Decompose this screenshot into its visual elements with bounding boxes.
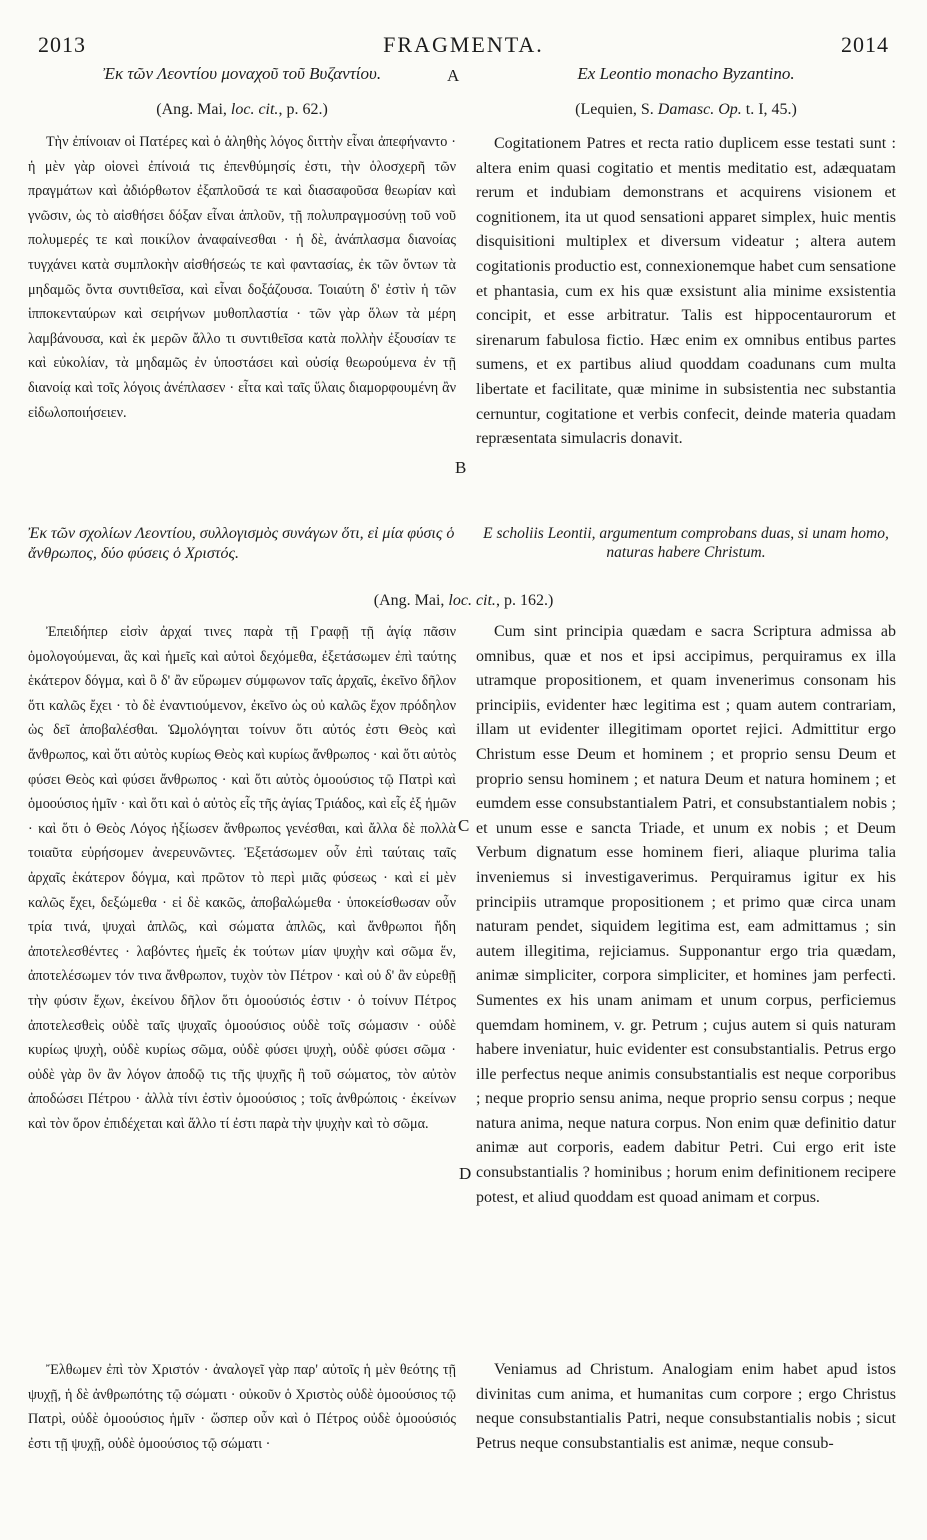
margin-letter-c: C bbox=[458, 816, 470, 835]
greek-paragraph-christ: Ἔλθωμεν ἐπὶ τὸν Χριστόν · ἀναλογεῖ γὰρ παρ' αὐτοῖς ἡ μὲν θεότης τῇ ψυχῇ, ἡ δὲ ἀνθρωπότης τῷ σώματι · οὐκοῦν ὁ Χριστὸς οὐδὲ ὁμοούσιος τῷ Πατρὶ, οὐδὲ ὁμοούσιος ἡμῖν · ὥσπερ οὖν καὶ ὁ Πέτρος οὐδὲ ὁμοούσιός ἐστι τῇ ψυχῇ, οὐδὲ ὁμοούσιος τῷ σώματι · bbox=[28, 1362, 456, 1452]
scholia-source-reference bbox=[0, 592, 927, 610]
source-loc: loc. cit. bbox=[230, 101, 279, 118]
latin-source-reference bbox=[476, 100, 896, 120]
source-author: (Lequien, S. bbox=[575, 101, 658, 118]
greek-paragraph-argument: Ἐπειδήπερ εἰσὶν ἀρχαί τινες παρὰ τῇ Γραφῇ τῇ ἁγίᾳ πᾶσιν ὁμολογούμεναι, ἃς καὶ ἡμεῖς καὶ αὐτοὶ δεχόμεθα, ἐξετάσωμεν ἐπὶ ταύτης ἑκάτερον δόγμα, καὶ ὃ δ' ἂν εὕρωμεν σύμφωνον ταῖς ἀρχαῖς, ἐκεῖνο δῆλον ὅτι καλῶς ἔχει · τὸ δὲ ἐναντιούμενον, ἐκεῖνο ὡς οὐ καλῶς ἔχον πρόδηλον ὡς δεῖ ἀποβαλέσθαι. Ὡμολόγηται τοίνυν ὅτι αὐτός ἐστι Θεὸς καὶ ἄνθρωπος, καὶ ὅτι αὐτὸς κυρίως Θεὸς καὶ κυρίως ἄνθρωπος · καὶ ὅτι αὐτὸς φύσει Θεὸς καὶ φύσει ἄνθρωπος · καὶ ὅτι αὐτὸς ὁμοούσιος τῷ Πατρὶ καὶ ὁμοούσιος ἡμῖν · καὶ ὅτι καὶ ὁ αὐτὸς εἷς τῆς ἁγίας Τριάδος, καὶ εἷς ἐξ ἡμῶν · καὶ ὅτι ὁ Θεὸς Λόγος ἠξίωσεν ἄνθρωπος γενέσθαι, καὶ ἄλλα δὲ πολλὰ τοιαῦτα εὑρήσομεν ἀνερευνῶντες. Ἐξετάσωμεν οὖν ἐπὶ ταύταις ταῖς ἀρχαῖς ἑκάτερον δόγμα, καὶ πρῶτον τὸ περὶ μιᾶς φύσεως · καὶ εἰ μὲν καλῶς ἔχει, δεξώμεθα · εἰ δὲ κακῶς, ἀποβαλώμεθα · ὑποκείσθωσαν οὖν τρία τινά, ψυχαὶ ἁπλῶς, καὶ σώματα ἁπλῶς, καὶ ἄνθρωποι ἤδη ἀποτελεσθέντες · λαβόντες ἡμεῖς ἐκ τούτων μίαν ψυχὴν καὶ σῶμα ἕν, ἀποτελέσωμεν τόν τινα ἄνθρωπον, τυχὸν τὸν Πέτρον · καὶ οὐ δ' ἂν εὑρεθῇ τὴν φύσιν ἔχων, ἐκείνου δῆλον ὅτι ὁμοούσιός ἐστιν · ὁ τοίνυν Πέτρος ἀποτελεσθεὶς οὐδὲ ταῖς ψυχαῖς ὁμοούσιος οὐδὲ τοῖς σώμασιν · οὐδὲ κυρίως ψυχὴ, οὐδὲ κυρίως σῶμα, οὐδὲ φύσει ψυχὴ, οὐδὲ φύσει σῶμα · οὐδὲ γὰρ ὃν ἂν λόγον ἀποδῷ τις τῆς ψυχῆς ἢ τοῦ σώματος, τὸν αὐτὸν ἀποδώσει Πέτρου · ἀλλὰ τίνι ἐστὶν ὁμοούσιος ; τοῖς ἀνθρώποις · ἐκείνων καὶ τὸν ὅρον ἐπιδέχεται καὶ ἄλλο τί ἐστι παρὰ τὴν ψυχὴν καὶ τὸ σῶμα. bbox=[28, 624, 456, 1132]
latin-section-title: Ex Leontio monacho Byzantino. bbox=[577, 64, 795, 83]
source-author: (Ang. Mai, bbox=[156, 101, 231, 118]
latin-paragraph-christ: Veniamus ad Christum. Analogiam enim habet apud istos divinitas cum anima, et humanitas cum corpore ; ergo Christus neque consubstantialis Patri, neque consubstantialis nobis ; sicut Petrus neque consubstantialis est animæ, neque consub- bbox=[476, 1361, 896, 1452]
source-author: (Ang. Mai, bbox=[373, 592, 449, 609]
source-volume: t. I, 45.) bbox=[741, 101, 797, 118]
greek-paragraph-cogitatio: Τὴν ἐπίνοιαν οἱ Πατέρες καὶ ὁ ἀληθὴς λόγος διττὴν εἶναι ἀπεφήναντο · ἡ μὲν γὰρ οἱονεὶ ἐπίνοιά τις ἐπενθύμησίς ἐστι, τὴν ὁλοσχερῆ τῶν πραγμάτων καὶ ἀδιόρθωτον ἐξαπλοῦσά τε καὶ διασαφοῦσα θεωρίαν καὶ γνῶσιν, ὡς τὸ αἰσθήσει δόξαν εἶναι ἁπλοῦν, τῇ πολυπραγμοσύνῃ τοῦ νοῦ πολυμερές τε καὶ ποικίλον ἀναφαίνεσθαι · ἡ δὲ, ἀνάπλασμα διανοίας τυγχάνει κατὰ συμπλοκὴν αἰσθήσεώς τε καὶ φαντασίας, ἐκ τῶν ὄντων τὰ μηδαμῶς ὄντα συντιθεῖσα, καὶ εἶναι δοξάζουσα. Τοιαύτη δ' ἐστὶν ἡ τῶν ἱπποκενταύρων καὶ σειρήνων μυθοπλαστία · τῶν γὰρ ὅλων τὰ μέρη λαμβάνουσα, καὶ ἐκ μερῶν ἄλλο τι συντιθεῖσα κατὰ πολλὴν ἐξουσίαν τε καὶ εὐκολίαν, τὰ μηδαμῶς ἐν ὑποστάσει καὶ οὐσίᾳ θεωρούμενα ἐν τῇ διανοίᾳ καὶ τοῖς λόγοις ἀνέπλασεν · εἶτα καὶ ταῖς ὕλαις διαμορφουμένη ἂν εἰδωλοποιήσειεν. bbox=[28, 134, 456, 421]
source-page: , p. 162.) bbox=[495, 592, 554, 609]
greek-section-title: Ἐκ τῶν Λεοντίου μοναχοῦ τοῦ Βυζαντίου. bbox=[102, 64, 382, 83]
source-loc: loc. cit. bbox=[448, 592, 496, 609]
margin-letter-d: D bbox=[459, 1164, 472, 1183]
latin-paragraph-argument: Cum sint principia quædam e sacra Scriptura admissa ab omnibus, quæ et nos et ipsi accipimus, perquiramus ex illa utramque propositionem, et quam invenerimus consonam his principiis, evidenter hæc legitima est ; quam autem contrariam, illam ut evidenter illegitimam oportet rejici. Admittitur ergo Christum esse Deum et hominem ; et proprio sensu Deum et proprio sensu hominem ; et natura Deum et natura hominem ; et eumdem esse consubstantialem Patri, et consubstantialem nobis ; et unum esse e sancta Triade, et unum ex nobis ; et Deum Verbum dignatum esse hominem fieri, aliaque plurima talia inveniemus si investigaverimus. Perquiramus igitur ex his principiis utramque propositionem ; et primo quæ circa unam naturam pendet, siquidem legitima est, eam admittamus ; sin autem illegitima, rejiciamus. Supponantur ergo tria quædam, animæ simpliciter, corpora simpliciter, et homines jam perfecti. Sumentes ex his unam animam et unum corpus, perficiemus quemdam hominem, v. gr. Petrum ; cujus autem si quis naturam habere inveniatur, huic evidenter est consubstantialis. Petrus ergo ille perfectus neque animis consubstantialis est neque corporibus ; neque proprio sensu anima, neque proprio sensu corpus ; neque natura anima, neque natura corpus. Non enim quæ definitio datur animæ aut corporis, eadem dabitur Petri. Cui ergo erit iste consubstantialis ? hominibus ; horum enim definitionem recipere potest, et aliud quoddam est quoad animam et corpus. bbox=[476, 623, 896, 1206]
source-page: , p. 62.) bbox=[278, 101, 328, 118]
running-title: FRAGMENTA. bbox=[383, 32, 544, 57]
margin-letter-b: B bbox=[455, 458, 467, 477]
source-work: Damasc. Op. bbox=[657, 101, 742, 118]
greek-source-reference bbox=[28, 100, 456, 120]
greek-scholia-title: Ἐκ τῶν σχολίων Λεοντίου, συλλογισμὸς συνάγων ὅτι, εἰ μία φύσις ὁ ἄνθρωπος, δύο φύσεις ὁ Χριστός. bbox=[28, 525, 455, 562]
latin-paragraph-cogitatio: Cogitationem Patres et recta ratio duplicem esse testati sunt : altera enim quasi cogitatio et mentis meditatio est, adæquatam rerum et indubiam demonstrans et acquirens visionem et cognitionem, ita ut quod sensationi apparet simplex, huic mentis disquisitioni multiplex et diversum videatur ; altera autem cogitationis productio est, connexionemque habet cum sensatione et phantasia, cum ex his quæ exsistunt alia minime exsistentia concipit, et esse arbitratur. Talis est hippocentaurorum et sirenarum fabulosa fictio. Hæc enim ex omnibus entibus partes sumens, et ex partibus aliud quoddam coadunans cum multa libertate et facilitate, quæ minime in subsistentia nec substantia cernuntur, cogitatione et verbis confecit, deinde materia quadam repræsentata simulacris donavit. bbox=[476, 135, 896, 448]
margin-letter-a: A bbox=[447, 66, 460, 85]
right-page-number: 2014 bbox=[841, 32, 889, 57]
left-page-number: 2013 bbox=[38, 32, 86, 57]
latin-scholia-title: E scholiis Leontii, argumentum comprobans duas, si unam homo, naturas habere Christum. bbox=[483, 525, 889, 561]
